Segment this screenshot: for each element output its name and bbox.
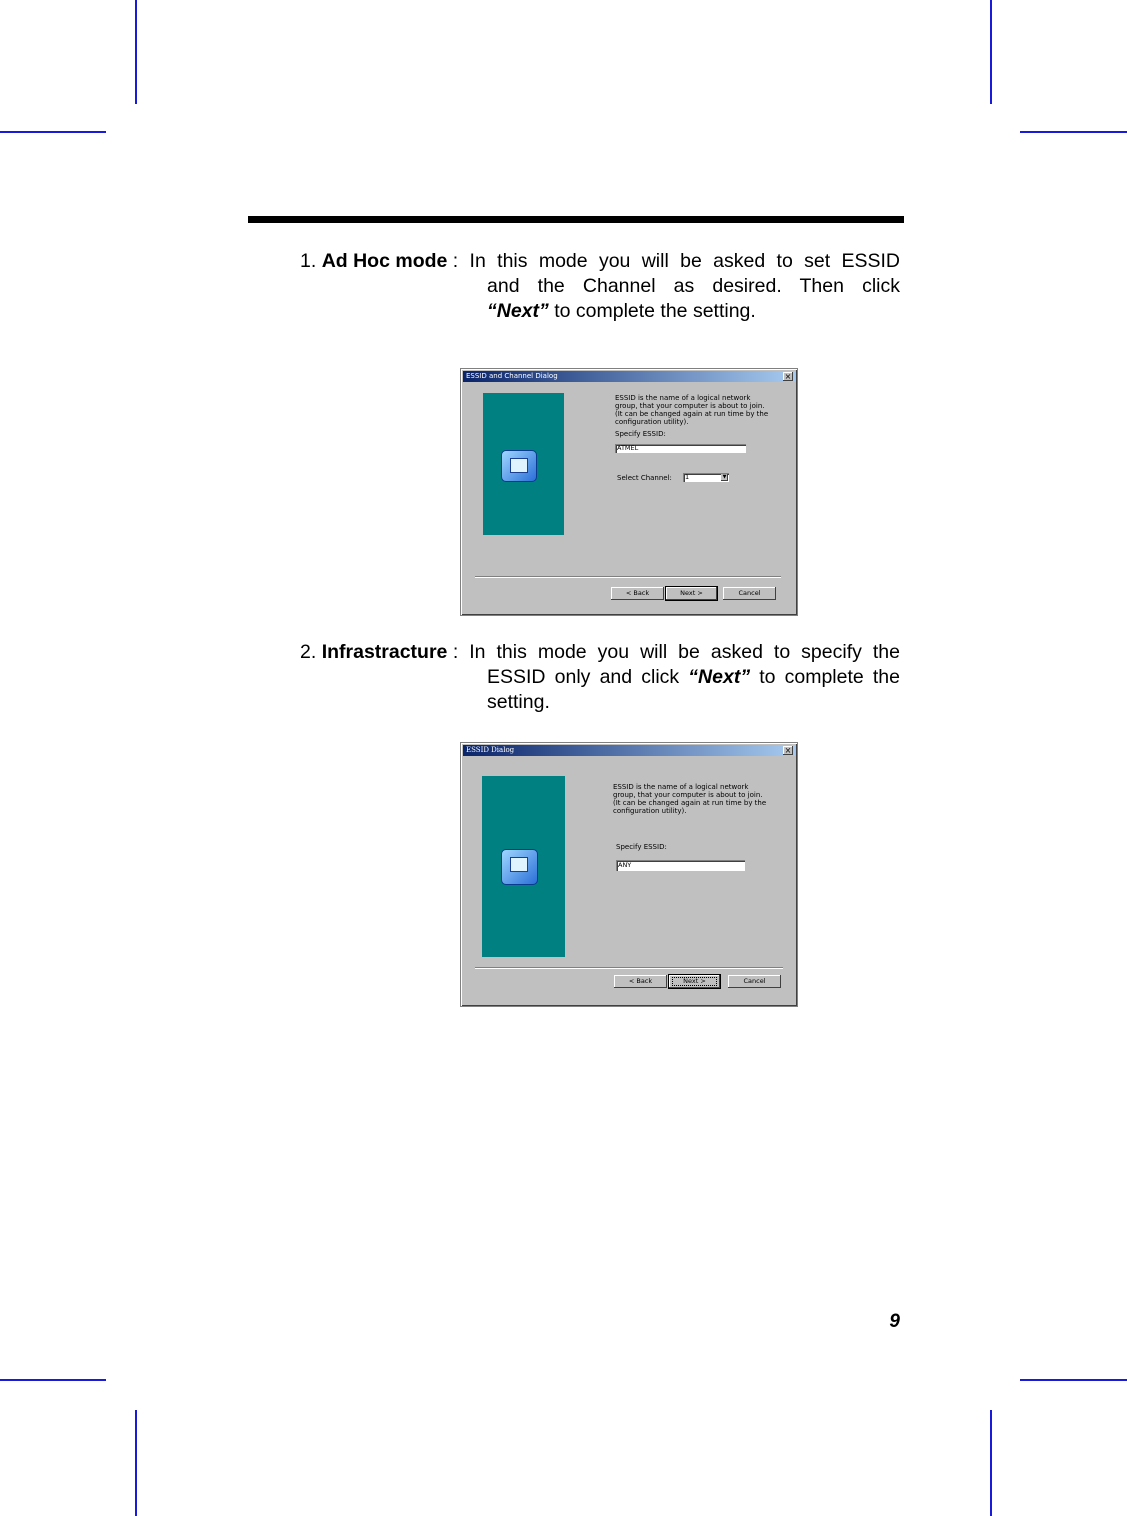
essid-info-text: ESSID is the name of a logical network group, that your computer is about to join. (It can be changed again at run time by the configuration utility). bbox=[613, 783, 767, 815]
item-description-line: and the Channel as desired. Then click bbox=[487, 275, 900, 297]
item-description-text: to complete the bbox=[750, 666, 900, 688]
dialog-title: ESSID Dialog bbox=[466, 746, 515, 754]
channel-label: Select Channel: bbox=[617, 474, 672, 482]
essid-label: Specify ESSID: bbox=[616, 843, 667, 851]
essid-label: Specify ESSID: bbox=[615, 430, 666, 438]
next-button[interactable]: Next > bbox=[666, 587, 717, 600]
essid-info-text: ESSID is the name of a logical network group, that your computer is about to join. (It can be changed again at run time by the configuration utility). bbox=[615, 394, 769, 426]
dialog-titlebar bbox=[463, 745, 795, 756]
item-term: Infrastracture bbox=[321, 641, 448, 663]
page-number: 9 bbox=[889, 1311, 900, 1332]
crop-mark-top-right-vertical bbox=[990, 0, 992, 104]
cancel-button[interactable]: Cancel bbox=[728, 975, 781, 988]
next-button[interactable]: Next > bbox=[669, 975, 720, 988]
crop-mark-bottom-left-vertical bbox=[135, 1410, 137, 1516]
dialog-titlebar bbox=[463, 371, 795, 382]
item-ad-hoc-mode bbox=[300, 249, 900, 324]
crop-mark-bottom-right-horizontal bbox=[1020, 1379, 1127, 1381]
button-separator bbox=[475, 967, 783, 969]
item-term: Ad Hoc mode bbox=[321, 250, 448, 272]
item-description-line: setting. bbox=[487, 691, 550, 713]
channel-value: 1 bbox=[685, 473, 690, 481]
button-separator bbox=[475, 576, 781, 578]
crop-mark-top-left-horizontal bbox=[0, 131, 106, 133]
wireless-app-icon bbox=[501, 450, 537, 482]
item-description: : In this mode you will be asked to specify the bbox=[452, 641, 900, 663]
crop-mark-bottom-left-horizontal bbox=[0, 1379, 106, 1381]
item-infrastructure-first-line bbox=[300, 640, 900, 665]
chevron-down-icon[interactable]: ▼ bbox=[722, 474, 727, 480]
item-description-text: ESSID only and click bbox=[487, 666, 689, 688]
essid-dialog bbox=[460, 742, 798, 1007]
essid-channel-dialog bbox=[460, 368, 798, 616]
close-icon[interactable]: × bbox=[784, 746, 792, 755]
crop-mark-top-right-horizontal bbox=[1020, 131, 1127, 133]
cancel-button[interactable]: Cancel bbox=[723, 587, 776, 600]
item-ad-hoc-first-line bbox=[300, 249, 900, 274]
item-number: 2. bbox=[300, 641, 317, 663]
close-icon[interactable]: × bbox=[784, 372, 792, 381]
item-description-text: to complete the setting. bbox=[548, 300, 756, 322]
back-button[interactable]: < Back bbox=[614, 975, 667, 988]
channel-select[interactable] bbox=[683, 473, 729, 482]
next-emphasis: “Next” bbox=[487, 300, 549, 322]
item-description-line bbox=[300, 665, 900, 690]
dialog-title: ESSID and Channel Dialog bbox=[466, 372, 558, 380]
essid-input[interactable]: ANY bbox=[616, 860, 745, 871]
item-infrastructure bbox=[300, 640, 900, 715]
item-description: : In this mode you will be asked to set ESSID bbox=[452, 250, 900, 272]
crop-mark-bottom-right-vertical bbox=[990, 1410, 992, 1516]
next-emphasis: “Next” bbox=[688, 666, 751, 688]
essid-input[interactable]: ATMEL bbox=[615, 444, 746, 453]
crop-mark-top-left-vertical bbox=[135, 0, 137, 104]
item-number: 1. bbox=[300, 250, 317, 272]
wireless-app-icon bbox=[501, 849, 538, 885]
header-rule bbox=[248, 216, 904, 223]
item-description-line bbox=[300, 299, 900, 324]
back-button[interactable]: < Back bbox=[611, 587, 664, 600]
